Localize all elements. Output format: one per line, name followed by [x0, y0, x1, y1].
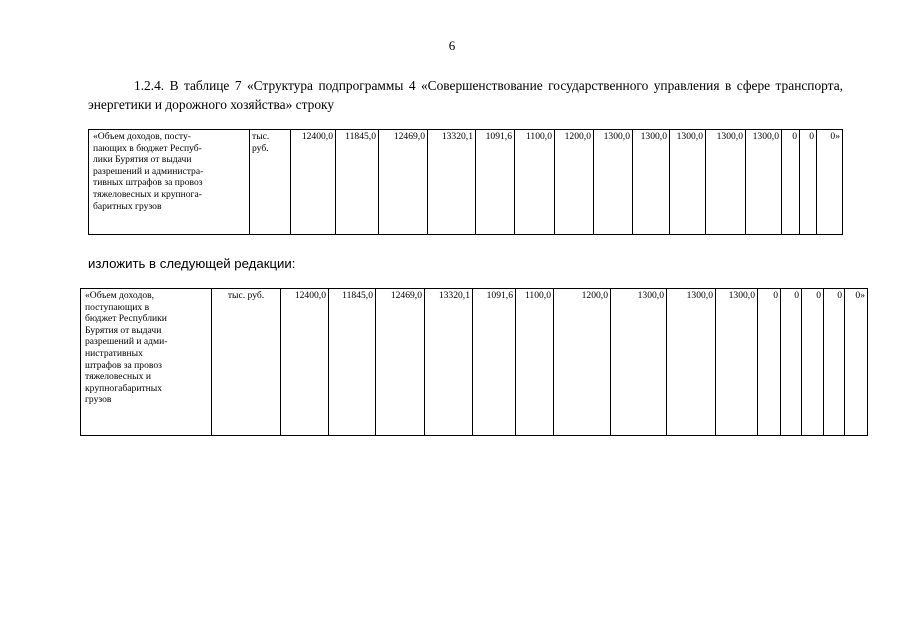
old-value-cell: 0 — [782, 130, 800, 235]
old-value-cell: 1300,0 — [594, 130, 633, 235]
new-value-cell: 1300,0 — [716, 289, 758, 436]
old-value-cell: 12469,0 — [379, 130, 428, 235]
old-row-label-cell — [89, 130, 250, 235]
new-value-cell: 0» — [845, 289, 868, 436]
new-row-label-cell — [81, 289, 212, 436]
old-value-cell: 1091,6 — [476, 130, 515, 235]
old-label-line: тяжеловесных и крупнога- — [93, 188, 202, 200]
new-value-cell: 12400,0 — [281, 289, 329, 436]
new-label-line: бюджет Республики — [85, 313, 167, 325]
old-value-cell: 1200,0 — [555, 130, 594, 235]
new-value-cell: 1200,0 — [554, 289, 611, 436]
old-label-line: лики Бурятия от выдачи — [93, 154, 192, 166]
new-value-cell: 1100,0 — [516, 289, 554, 436]
new-table-row — [81, 289, 868, 436]
new-value-cell: 13320,1 — [425, 289, 473, 436]
old-value-cell: 0 — [800, 130, 817, 235]
new-label-line: штрафов за провоз — [85, 359, 162, 371]
old-value-cell: 1300,0 — [633, 130, 670, 235]
old-row-unit-cell — [250, 130, 291, 235]
new-value-cell: 0 — [802, 289, 824, 436]
new-value-cell: 0 — [781, 289, 802, 436]
new-label-line: разрешений и адми- — [85, 336, 168, 348]
new-value-cell: 1300,0 — [611, 289, 667, 436]
new-label-line: крупногабаритных — [85, 382, 163, 394]
new-label-line: нистративных — [85, 347, 143, 359]
instruction-text: изложить в следующей редакции: — [88, 256, 296, 271]
old-value-cell: 1100,0 — [515, 130, 555, 235]
page-number: 6 — [448, 38, 456, 53]
old-unit-line: руб. — [252, 142, 269, 154]
old-value-cell: 0» — [817, 130, 843, 235]
new-value-cell: 0 — [824, 289, 845, 436]
new-value-cell: 1300,0 — [667, 289, 716, 436]
new-row-unit-cell — [212, 289, 281, 436]
amendment-intro-paragraph: 1.2.4. В таблице 7 «Структура подпрограммы 4 «Совершенствование государственного управления в сфере транспорта, энергетики и дорожного хозяйства» строку — [88, 78, 843, 112]
old-row-table — [88, 129, 843, 235]
new-value-cell: 11845,0 — [329, 289, 376, 436]
new-label-line: «Объем доходов, — [85, 290, 155, 301]
old-value-cell: 1300,0 — [670, 130, 706, 235]
old-table-row — [89, 130, 843, 235]
old-label-line: тивных штрафов за провоз — [93, 177, 203, 189]
old-label-line: «Объем доходов, посту- — [93, 131, 191, 142]
new-value-cell: 1091,6 — [473, 289, 516, 436]
old-label-line: пающих в бюджет Респуб- — [93, 142, 202, 154]
old-value-cell: 1300,0 — [746, 130, 782, 235]
old-value-cell: 1300,0 — [706, 130, 746, 235]
new-label-line: тяжеловесных и — [85, 371, 151, 383]
new-label-line: Бурятия от выдачи — [85, 324, 162, 336]
new-label-line: поступающих в — [85, 301, 150, 313]
new-value-cell: 12469,0 — [376, 289, 425, 436]
new-label-line: грузов — [85, 394, 112, 406]
old-unit-line: тыс. — [252, 131, 270, 142]
old-value-cell: 13320,1 — [428, 130, 476, 235]
new-value-cell: 0 — [758, 289, 781, 436]
new-row-table — [80, 288, 868, 436]
old-label-line: баритных грузов — [93, 200, 162, 212]
new-unit-line: тыс. руб. — [227, 290, 265, 301]
old-value-cell: 11845,0 — [336, 130, 379, 235]
old-value-cell: 12400,0 — [291, 130, 336, 235]
old-label-line: разрешений и администра- — [93, 165, 204, 177]
